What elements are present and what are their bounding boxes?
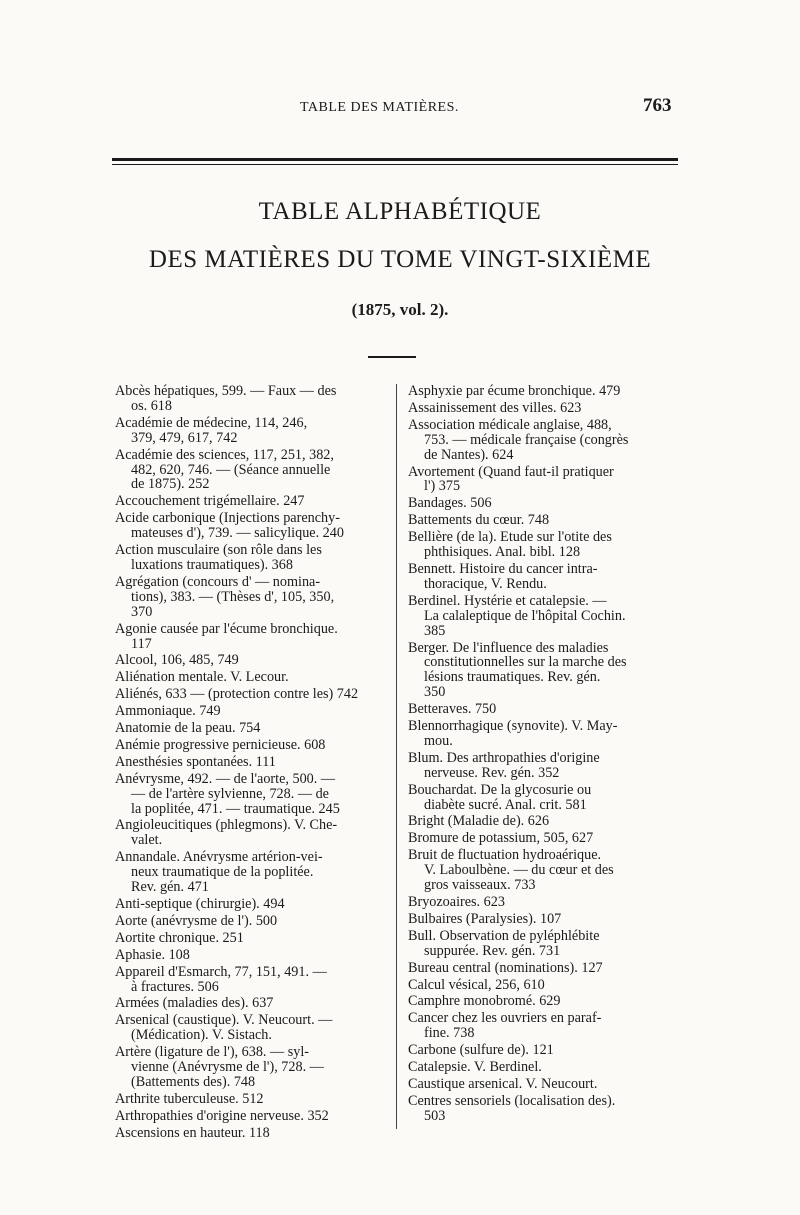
index-entry-heading: Carbone (sulfure de). 121 <box>408 1042 554 1059</box>
index-entry <box>408 702 682 717</box>
index-entry-continuation: La calaleptique de l'hôpital Cochin. <box>424 607 626 624</box>
index-entry-continuation: la poplitée, 471. — traumatique. 245 <box>131 800 340 817</box>
index-entry-continuation: à fractures. 506 <box>131 978 219 995</box>
index-entry <box>115 738 377 753</box>
index-entry <box>408 465 682 495</box>
index-entry-heading: Asphyxie par écume bronchique. 479 <box>408 383 621 399</box>
index-entry-heading: Anatomie de la peau. 754 <box>115 720 261 737</box>
index-entry-heading: Assainissement des villes. 623 <box>408 399 582 416</box>
index-entry-continuation: 370 <box>131 603 153 620</box>
index-entry-heading: Caustique arsenical. V. Neucourt. <box>408 1075 598 1092</box>
index-entry-heading: Action musculaire (son rôle dans les <box>115 542 322 559</box>
index-entry-heading: Anémie progressive pernicieuse. 608 <box>115 736 326 753</box>
index-entry <box>408 848 682 893</box>
index-entry-heading: Alcool, 106, 485, 749 <box>115 652 239 669</box>
index-entry-heading: Bull. Observation de pyléphlébite <box>408 927 600 944</box>
index-entry <box>115 931 377 946</box>
index-entry-heading: Abcès hépatiques, 599. — Faux — des <box>115 383 337 399</box>
page-title-line2: DES MATIÈRES DU TOME VINGT-SIXIÈME <box>148 246 652 273</box>
index-entry <box>408 751 682 781</box>
page-title-line1: TABLE ALPHABÉTIQUE <box>258 198 542 225</box>
index-entry <box>115 1109 377 1124</box>
index-entry <box>408 1043 682 1058</box>
index-entry-continuation: de 1875). 252 <box>131 476 210 493</box>
index-entry-continuation: fine. 738 <box>424 1025 475 1042</box>
index-entry-heading: Académie des sciences, 117, 251, 382, <box>115 446 334 463</box>
index-entry <box>115 543 377 573</box>
index-entry <box>408 994 682 1009</box>
index-entry-continuation: Rev. gén. 471 <box>131 879 209 896</box>
index-entry <box>408 814 682 829</box>
index-entry-heading: Ammoniaque. 749 <box>115 703 221 720</box>
index-entry-continuation: 117 <box>131 635 152 652</box>
index-entry-continuation: 385 <box>424 622 446 639</box>
index-entry <box>408 641 682 701</box>
index-entry <box>408 496 682 511</box>
index-entry-continuation: suppurée. Rev. gén. 731 <box>424 942 561 959</box>
index-entry <box>115 704 377 719</box>
index-entry-continuation: 350 <box>424 684 446 701</box>
index-entry-heading: Agonie causée par l'écume bronchique. <box>115 620 338 637</box>
index-entry-heading: Catalepsie. V. Berdinel. <box>408 1059 542 1076</box>
index-entry <box>115 384 377 414</box>
index-column-left <box>115 384 377 1143</box>
index-column-right <box>408 384 682 1126</box>
index-entry <box>408 594 682 639</box>
index-entry <box>115 653 377 668</box>
index-entry <box>408 978 682 993</box>
index-entry-continuation: de Nantes). 624 <box>424 446 514 463</box>
index-entry-heading: Bellière (de la). Etude sur l'otite des <box>408 529 612 546</box>
index-entry-heading: Cancer chez les ouvriers en paraf- <box>408 1010 602 1027</box>
index-entry <box>115 622 377 652</box>
index-entry <box>408 401 682 416</box>
index-entry <box>115 1092 377 1107</box>
index-entry-continuation: 503 <box>424 1107 446 1124</box>
index-entry-heading: Arsenical (caustique). V. Neucourt. — <box>115 1012 333 1029</box>
index-entry-continuation: os. 618 <box>131 397 172 414</box>
index-entry <box>408 513 682 528</box>
index-entry-heading: Anévrysme, 492. — de l'aorte, 500. — <box>115 770 336 787</box>
index-entry-heading: Armées (maladies des). 637 <box>115 995 274 1012</box>
index-entry-continuation: 482, 620, 746. — (Séance annuelle <box>131 461 331 478</box>
index-entry-heading: Arthrite tuberculeuse. 512 <box>115 1090 264 1107</box>
index-entry-continuation: tions), 383. — (Thèses d', 105, 350, <box>131 588 335 605</box>
index-entry-continuation: — de l'artère sylvienne, 728. — de <box>131 785 329 802</box>
index-entry-heading: Blennorrhagique (synovite). V. May- <box>408 718 618 735</box>
index-entry-heading: Appareil d'Esmarch, 77, 151, 491. — <box>115 963 327 980</box>
index-entry-continuation: nerveuse. Rev. gén. 352 <box>424 764 560 781</box>
index-entry <box>115 670 377 685</box>
index-entry-heading: Artère (ligature de l'), 638. — syl- <box>115 1044 310 1061</box>
index-entry-heading: Bulbaires (Paralysies). 107 <box>408 910 562 927</box>
volume-subtitle: (1875, vol. 2). <box>351 300 449 319</box>
index-entry-heading: Bouchardat. De la glycosurie ou <box>408 781 592 798</box>
index-entry <box>408 929 682 959</box>
index-entry-continuation: diabète sucré. Anal. crit. 581 <box>424 796 587 813</box>
index-entry <box>408 719 682 749</box>
index-entry <box>408 961 682 976</box>
index-entry <box>408 831 682 846</box>
index-entry <box>115 575 377 620</box>
index-entry <box>408 418 682 463</box>
index-entry <box>408 1094 682 1124</box>
index-entry-heading: Aorte (anévrysme de l'). 500 <box>115 912 278 929</box>
index-entry-continuation: 753. — médicale française (congrès <box>424 431 629 448</box>
index-entry-heading: Bright (Maladie de). 626 <box>408 813 550 830</box>
index-entry <box>408 530 682 560</box>
index-entry-continuation: l') 375 <box>424 478 461 495</box>
index-entry <box>408 562 682 592</box>
index-entry-heading: Centres sensoriels (localisation des). <box>408 1092 616 1109</box>
index-entry-heading: Arthropathies d'origine nerveuse. 352 <box>115 1107 329 1124</box>
index-entry-continuation: valet. <box>131 832 163 849</box>
index-entry-heading: Calcul vésical, 256, 610 <box>408 976 545 993</box>
index-entry <box>115 818 377 848</box>
index-entry <box>115 687 377 702</box>
index-entry <box>115 772 377 817</box>
index-entry-continuation: lésions traumatiques. Rev. gén. <box>424 669 601 686</box>
index-entry-heading: Aphasie. 108 <box>115 946 190 963</box>
index-entry-heading: Acide carbonique (Injections parenchy- <box>115 510 340 527</box>
index-entry-heading: Bryozoaires. 623 <box>408 894 505 910</box>
index-entry <box>408 1011 682 1041</box>
index-entry-continuation: gros vaisseaux. 733 <box>424 877 536 894</box>
index-entry <box>408 895 682 910</box>
index-entry-heading: Agrégation (concours d' — nomina- <box>115 573 321 590</box>
index-entry-heading: Aliénation mentale. V. Lecour. <box>115 669 289 686</box>
running-title: TABLE DES MATIÈRES. <box>300 100 459 115</box>
index-entry <box>115 494 377 509</box>
index-entry <box>115 1013 377 1043</box>
index-entry-continuation: (Médication). V. Sistach. <box>131 1027 272 1044</box>
index-entry <box>115 965 377 995</box>
index-entry <box>115 416 377 446</box>
index-entry-heading: Angioleucitiques (phlegmons). V. Che- <box>115 817 338 834</box>
index-entry <box>115 1045 377 1090</box>
short-rule <box>368 356 416 358</box>
double-rule-bottom <box>112 164 678 165</box>
index-entry-heading: Académie de médecine, 114, 246, <box>115 414 308 431</box>
double-rule-top <box>112 158 678 161</box>
index-entry-continuation: constitutionnelles sur la marche des <box>424 654 627 671</box>
index-entry-heading: Bandages. 506 <box>408 495 492 512</box>
index-entry-heading: Ascensions en hauteur. 118 <box>115 1124 270 1141</box>
column-divider <box>396 384 397 1129</box>
index-entry-continuation: neux traumatique de la poplitée. <box>131 864 314 881</box>
index-entry <box>115 755 377 770</box>
index-entry-heading: Camphre monobromé. 629 <box>408 993 561 1010</box>
index-entry-heading: Bennett. Histoire du cancer intra- <box>408 560 598 577</box>
index-entry <box>115 850 377 895</box>
index-entry-heading: Berger. De l'influence des maladies <box>408 639 609 656</box>
index-entry-heading: Anesthésies spontanées. 111 <box>115 753 276 770</box>
index-entry-heading: Bureau central (nominations). 127 <box>408 959 603 976</box>
index-entry-heading: Bruit de fluctuation hydroaérique. <box>408 847 602 864</box>
index-entry-heading: Accouchement trigémellaire. 247 <box>115 493 305 510</box>
index-entry-heading: Blum. Des arthropathies d'origine <box>408 749 600 766</box>
index-entry <box>408 1077 682 1092</box>
index-entry-heading: Annandale. Anévrysme artérion-vei- <box>115 849 323 866</box>
index-entry <box>115 914 377 929</box>
index-entry <box>408 1060 682 1075</box>
index-entry-heading: Aortite chronique. 251 <box>115 929 244 946</box>
index-entry-continuation: (Battements des). 748 <box>131 1073 256 1090</box>
index-entry-heading: Association médicale anglaise, 488, <box>408 416 612 433</box>
index-entry-heading: Avortement (Quand faut-il pratiquer <box>408 463 614 480</box>
index-entry-heading: Anti-septique (chirurgie). 494 <box>115 896 285 912</box>
index-entry-continuation: 379, 479, 617, 742 <box>131 429 238 446</box>
index-entry-heading: Battements du cœur. 748 <box>408 512 550 529</box>
index-entry-continuation: V. Laboulbène. — du cœur et des <box>424 862 614 879</box>
index-entry <box>115 511 377 541</box>
page-number: 763 <box>643 95 672 116</box>
index-entry <box>408 384 682 399</box>
index-entry <box>115 897 377 912</box>
index-entry-continuation: phthisiques. Anal. bibl. 128 <box>424 544 581 561</box>
index-entry-heading: Bromure de potassium, 505, 627 <box>408 830 594 847</box>
index-entry <box>408 912 682 927</box>
index-entry <box>115 448 377 493</box>
index-entry-heading: Aliénés, 633 — (protection contre les) 742 <box>115 686 359 703</box>
index-entry <box>115 1126 377 1141</box>
index-entry-continuation: mou. <box>424 732 453 749</box>
index-entry <box>115 721 377 736</box>
index-entry-continuation: vienne (Anévrysme de l'), 728. — <box>131 1059 324 1076</box>
index-entry-heading: Berdinel. Hystérie et catalepsie. — <box>408 592 607 609</box>
index-entry <box>115 948 377 963</box>
index-entry <box>408 783 682 813</box>
index-entry-continuation: mateuses d'), 739. — salicylique. 240 <box>131 525 344 542</box>
index-entry-heading: Betteraves. 750 <box>408 701 497 718</box>
index-entry <box>115 996 377 1011</box>
index-entry-continuation: thoracique, V. Rendu. <box>424 575 547 592</box>
index-entry-continuation: luxations traumatiques). 368 <box>131 556 293 573</box>
